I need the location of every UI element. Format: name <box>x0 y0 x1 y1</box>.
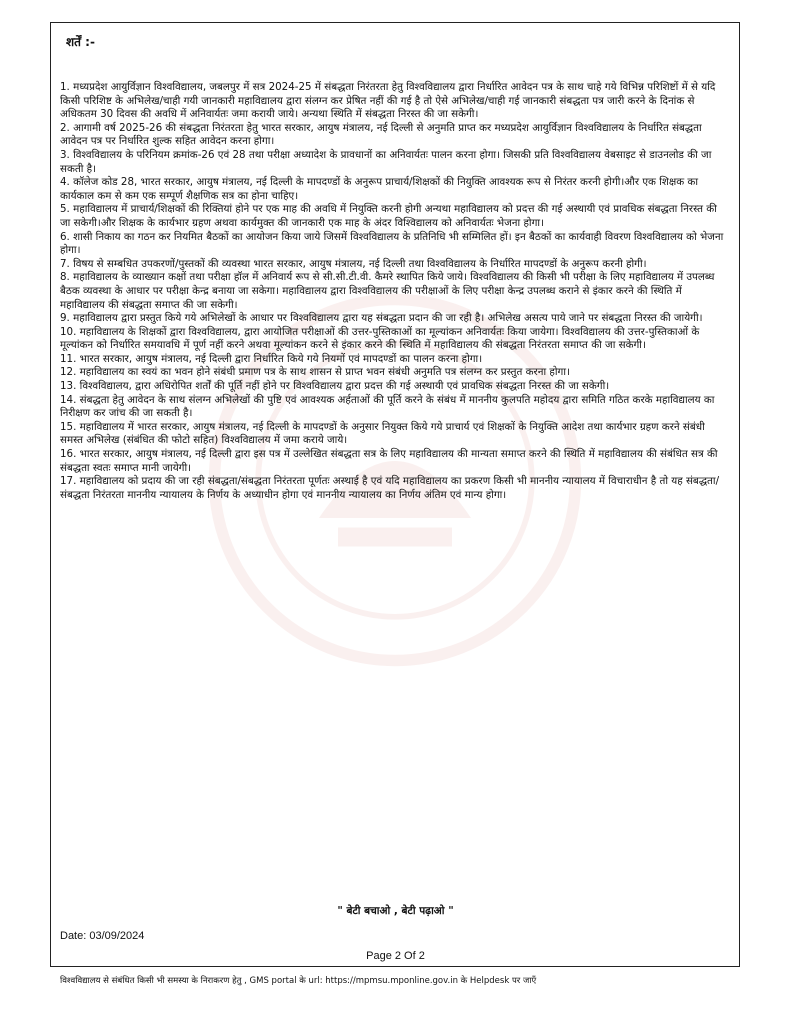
condition-item: 11. भारत सरकार, आयुष मंत्रालय, नई दिल्ली द्वारा निर्धारित किये गये नियमों एवं मापदण्डों का पालन करना होगा। <box>60 352 483 365</box>
condition-item: 4. कॉलेज कोड 28, भारत सरकार, आयुष मंत्रालय, नई दिल्ली के मापदण्डों के अनुरूप प्राचार्य/शिक्षकों की नियुक्ति आवश्यक रूप से निरंतर करनी होगी।और एक शिक्षक का कार्यकाल कम से कम एक सम्पूर्ण शैक्षणिक सत्र का होना चाहिए। <box>60 176 699 202</box>
condition-item: 9. महाविद्यालय द्वारा प्रस्तुत किये गये अभिलेखों के आधार पर विश्वविद्यालय द्वारा यह संबद्धता प्रदान की जा रही है। अभिलेख असत्य पाये जाने पर संबद्धता निरस्त की जायेगी। <box>60 312 703 325</box>
condition-item: 1. मध्यप्रदेश आयुर्विज्ञान विश्वविद्यालय, जबलपुर में सत्र 2024-25 में संबद्धता निरंतरता हेतु विश्वविद्यालय द्वारा निर्धारित आवेदन पत्र के साथ चाहे गये विभिन्न परिशिष्टों में से यदि किसी परिशिष्ट के अभिलेख/चाही गयी जानकारी महाविद्यालय द्वारा संलग्न कर प्रेषित नहीं की गई है तो ऐसे अभिलेख/चाही गई जानकारी संबद्धता पत्र जारी करने के दिनांक से अधिकतम 30 दिवस की अवधि में अनिवार्यतः जमा करायी जाये। अन्यथा स्थिति में संबद्धता निरस्त की जा सकेगी। <box>60 81 716 121</box>
page-number: Page 2 Of 2 <box>366 950 425 962</box>
condition-item: 14. संबद्धता हेतु आवेदन के साथ संलग्न अभिलेखों की पुष्टि एवं आवश्यक अर्हताओं की पूर्ति करने के संबंध में माननीय कुलपति महोदय द्वारा समिति गठित करके महाविद्यालय का निरीक्षण कर जांच की जा सकती है। <box>60 393 715 420</box>
condition-item: 3. विश्वविद्यालय के परिनियम क्रमांक-26 एवं 28 तथा परीक्षा अध्यादेश के प्रावधानों का अनिवार्यतः पालन करना होगा। जिसकी प्रति विश्वविद्यालय वेबसाइट से डाउनलोड की जा सकती है। <box>60 148 712 175</box>
condition-item: 5. महाविद्यालय में प्राचार्य/शिक्षकों की रिक्तियां होने पर एक माह की अवधि में नियुक्ति करनी होगी अन्यथा महाविद्यालय को प्रदत्त की गई अस्थायी एवं प्रावधिक संबद्धता निरस्त की जा सकेगी।और शिक्षक के कार्यभार ग्रहण अथवा कार्यमुक्त की जानकारी एक माह के अंदर विश्विद्यालय को अनिवार्यतः भेजना होगा। <box>60 203 717 229</box>
conditions-heading: शर्तें :- <box>66 35 95 49</box>
slogan: " बेटी बचाओ , बेटी पढ़ाओ " <box>337 905 454 917</box>
condition-item: 15. महाविद्यालय में भारत सरकार, आयुष मंत्रालय, नई दिल्ली के मापदण्डों के अनुसार नियुक्त किये गये प्राचार्य एवं शिक्षकों के नियुक्ति आदेश तथा कार्यभार ग्रहण करने संबंधी समस्त अभिलेख (संबंधित की फोटो सहित) विश्वविद्यालय में जमा कराये जाये। <box>60 420 705 447</box>
condition-item: 17. महाविद्यालय को प्रदाय की जा रही संबद्धता/संबद्धता निरंतरता पूर्णतः अस्थाई है एवं यदि महाविद्यालय का प्रकरण किसी भी माननीय न्यायालय में विचाराधीन है तो यह संबद्धता/संबद्धता निरंतरता माननीय न्यायालय के निर्णय के अध्याधीन होगा एवं माननीय न्यायालय का निर्णय अंतिम एवं मान्य होगा। <box>60 475 720 501</box>
condition-item: 13. विश्वविद्यालय, द्वारा अधिरोपित शर्तों की पूर्ति नहीं होने पर विश्वविद्यालय द्वारा प्रदत्त की गई अस्थायी एवं प्रावधिक संबद्धता निरस्त की जा सकेगी। <box>60 380 610 393</box>
condition-item: 10. महाविद्यालय के शिक्षकों द्वारा विश्वविद्यालय, द्वारा आयोजित परीक्षाओं की उत्तर-पुस्तिकाओं का मूल्यांकन अनिवार्यतः किया जायेगा। विश्वविद्यालय की उत्तर-पुस्तिकाओं के मूल्यांकन को निर्धारित समयावधि में पूर्ण नहीं करने अथवा मूल्यांकन करने से इंकार करने की स्थिति में महाविद्यालय की संबद्धता निरंतरता समाप्त की जा सकेगी। <box>60 325 700 352</box>
conditions-list <box>60 81 728 502</box>
condition-item: 16. भारत सरकार, आयुष मंत्रालय, नई दिल्ली द्वारा इस पत्र में उल्लेखित संबद्धता सत्र के लिए महाविद्यालय की मान्यता समाप्त करने की स्थिति में महाविद्यालय की संबंधित सत्र की संबद्धता स्वतः समाप्त मानी जायेगी। <box>60 448 718 474</box>
condition-item: 7. विषय से सम्बधित उपकरणों/पुस्तकों की व्यवस्था भारत सरकार, आयुष मंत्रालय, नई दिल्ली तथा विश्वविद्यालय के निर्धारित मापदण्डों के अनुरूप करनी होगी। <box>60 257 647 270</box>
condition-item: 8. महाविद्यालय के व्याख्यान कक्षों तथा परीक्षा हॉल में अनिवार्य रूप से सी.सी.टी.वी. कैमरे स्थापित किये जाये। विश्वविद्यालय की किसी भी परीक्षा के लिए महाविद्यालय में उपलब्ध बैठक व्यवस्था के आधार पर परीक्षा केन्द्र बनाया जा सकेगा। महाविद्यालय द्वारा विश्वविद्यालय की परीक्षाओं के लिए परीक्षा केन्द्र उपलब्ध कराने से इंकार करने की स्थिति में महाविद्यालय की संबद्धता समाप्त की जा सकेगी। <box>60 271 715 311</box>
document-date: Date: 03/09/2024 <box>60 930 145 942</box>
footer-helpdesk-note: विश्वविद्यालय से संबंधित किसी भी समस्या के निराकरण हेतु , GMS portal के url: https://mpmsu.mponline.gov.in के Helpdesk पर जाएँ <box>60 976 537 986</box>
condition-item: 2. आगामी वर्ष 2025-26 की संबद्धता निरंतरता हेतु भारत सरकार, आयुष मंत्रालय, नई दिल्ली से अनुमति प्राप्त कर मध्यप्रदेश आयुर्विज्ञान विश्वविद्यालय के निर्धारित संबद्धता आवेदन पत्र पर निर्धारित शुल्क सहित आवेदन करना होगा। <box>60 121 702 148</box>
condition-item: 6. शासी निकाय का गठन कर नियमित बैठकों का आयोजन किया जाये जिसमें विश्वविद्यालय के प्रतिनिधि भी सम्मिलित हों। इन बैठकों का कार्यवाही विवरण विश्वविद्यालय को भेजना होगा। <box>60 230 724 257</box>
condition-item: 12. महाविद्यालय का स्वयं का भवन होने संबंधी प्रमाण पत्र के साथ शासन से प्राप्त भवन संबंधी अनुमति पत्र संलग्न कर प्रस्तुत करना होगा। <box>60 366 570 379</box>
